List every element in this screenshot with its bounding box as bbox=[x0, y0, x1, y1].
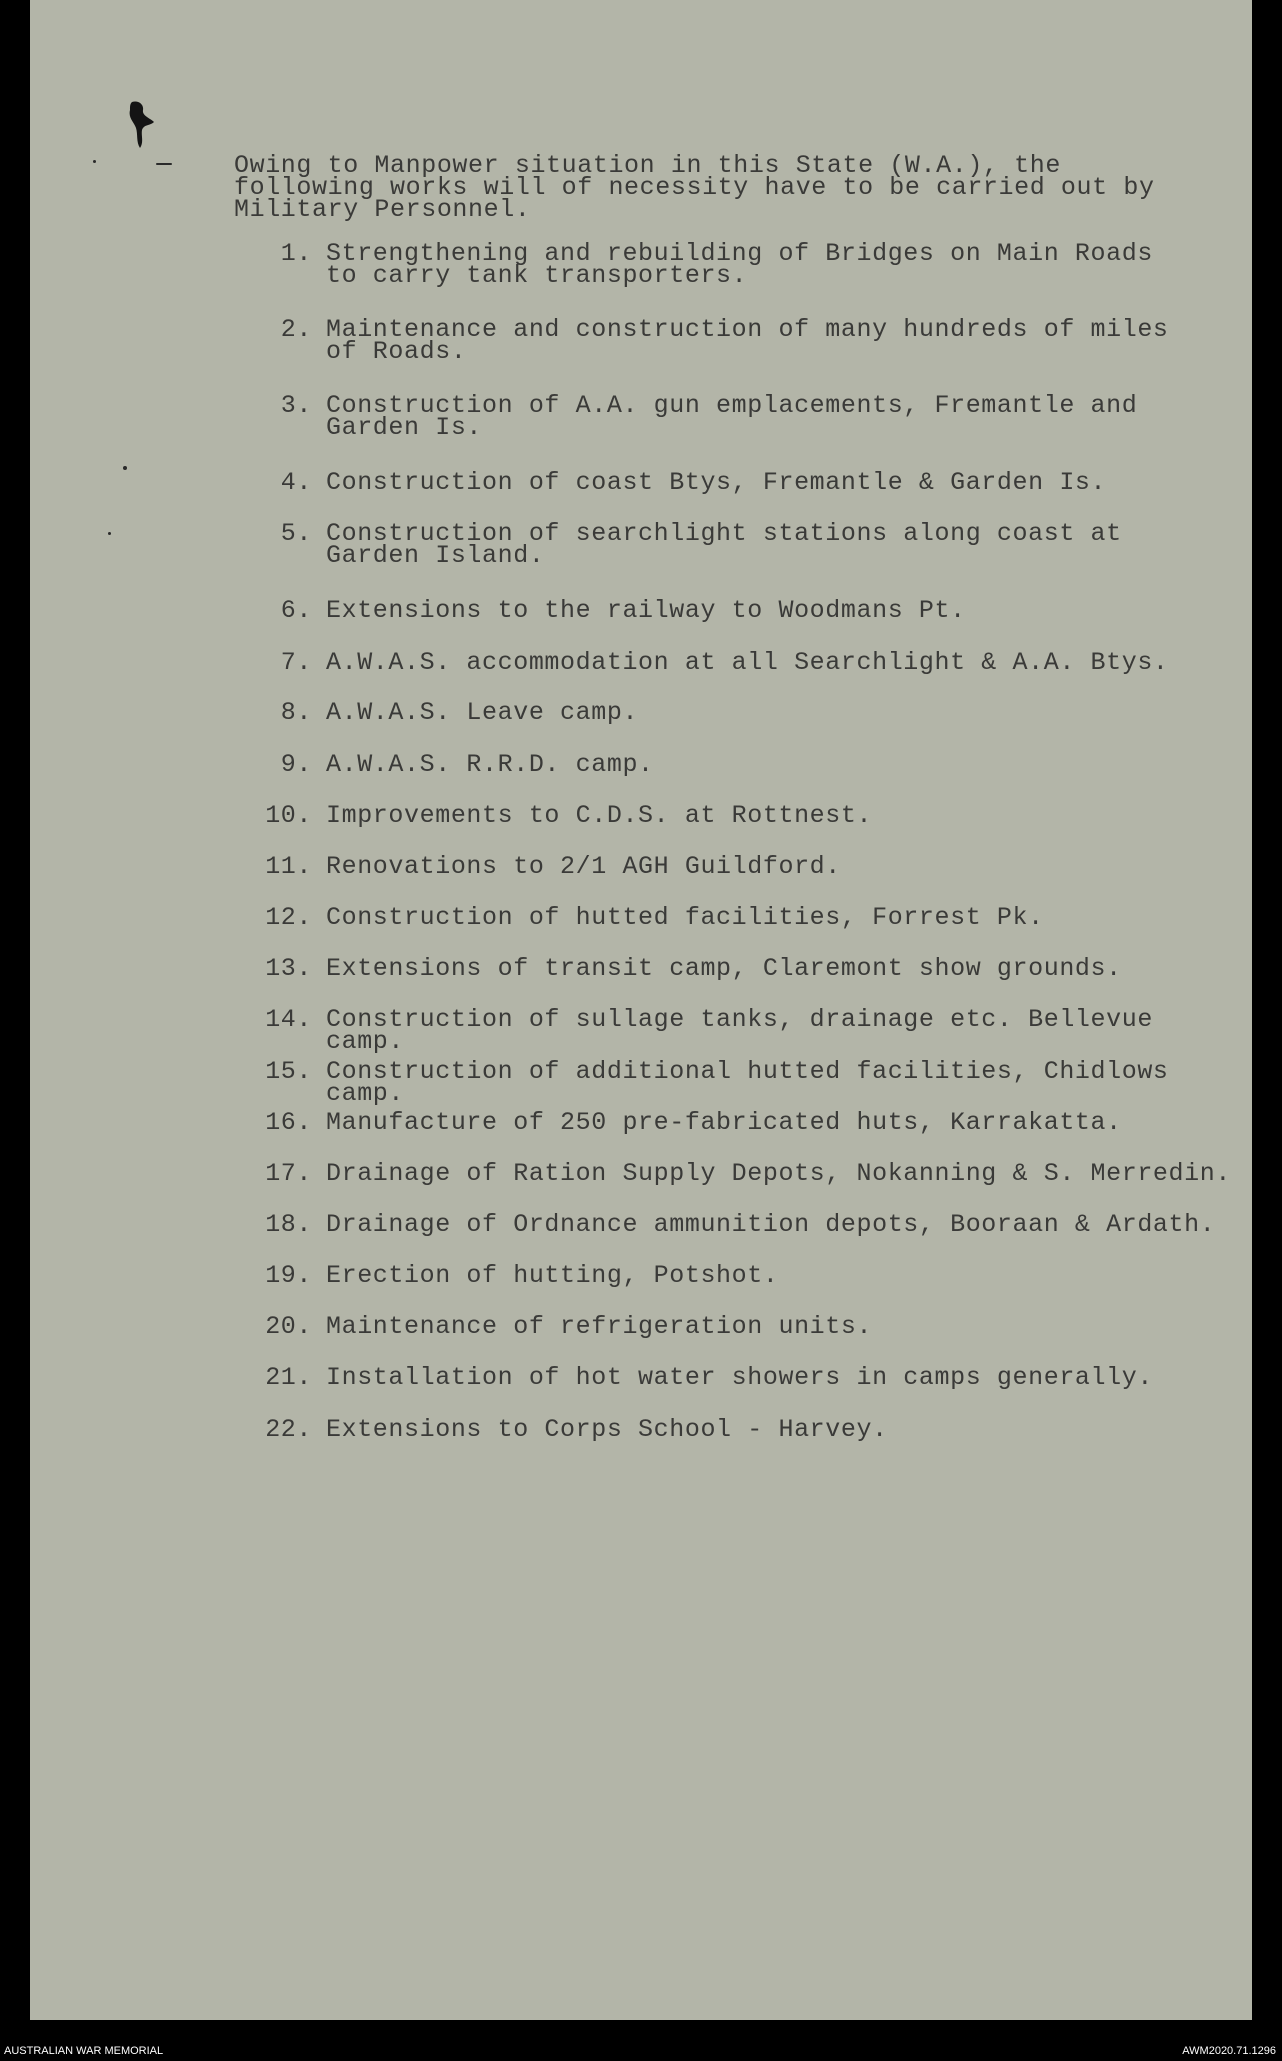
list-item-number: 15. bbox=[265, 1057, 312, 1086]
list-item-text: Improvements to C.D.S. at Rottnest. bbox=[326, 801, 873, 830]
mark-dot bbox=[123, 466, 127, 470]
list-item-text: A.W.A.S. R.R.D. camp. bbox=[326, 750, 654, 779]
mark-dot bbox=[108, 532, 111, 535]
list-item-number: 14. bbox=[265, 1005, 312, 1034]
list-item-text: A.W.A.S. accommodation at all Searchlight & A.A. Btys. bbox=[326, 648, 1169, 677]
list-item-number: 9. bbox=[280, 750, 312, 779]
list-item-number: 6. bbox=[280, 596, 312, 625]
list-item-text: Construction of searchlight stations along coast at Garden Island. bbox=[326, 519, 1122, 570]
mark-dash bbox=[156, 163, 172, 165]
list-item-number: 8. bbox=[280, 698, 312, 727]
list-item-number: 7. bbox=[280, 648, 312, 677]
list-item-number: 10. bbox=[265, 801, 312, 830]
list-item-text: A.W.A.S. Leave camp. bbox=[326, 698, 639, 727]
list-item-number: 13. bbox=[265, 954, 312, 983]
list-item-number: 21. bbox=[265, 1363, 312, 1392]
list-item-text: Installation of hot water showers in camps generally. bbox=[326, 1363, 1153, 1392]
list-item-number: 3. bbox=[280, 391, 312, 420]
list-item-number: 16. bbox=[265, 1108, 312, 1137]
mark-dot bbox=[93, 160, 96, 163]
list-item-text: Maintenance and construction of many hundreds of miles of Roads. bbox=[326, 315, 1169, 366]
list-item-number: 22. bbox=[265, 1415, 312, 1444]
footer-reference: AWM2020.71.1296 bbox=[1182, 2045, 1276, 2057]
list-item-text: Construction of A.A. gun emplacements, Fremantle and Garden Is. bbox=[326, 391, 1138, 442]
list-item-text: Extensions to the railway to Woodmans Pt. bbox=[326, 596, 966, 625]
list-item-number: 4. bbox=[280, 468, 312, 497]
list-item-text: Manufacture of 250 pre-fabricated huts, Karrakatta. bbox=[326, 1108, 1122, 1137]
intro-paragraph: Owing to Manpower situation in this State (W.A.), the following works will of necessity have to be carried out by Military Personnel. bbox=[234, 151, 1155, 224]
list-item-text: Construction of sullage tanks, drainage etc. Bellevue camp. bbox=[326, 1005, 1153, 1056]
list-item-number: 20. bbox=[265, 1312, 312, 1341]
list-item-text: Construction of additional hutted facilities, Chidlows camp. bbox=[326, 1057, 1169, 1108]
footer-institution: AUSTRALIAN WAR MEMORIAL bbox=[4, 2045, 164, 2057]
list-item-text: Construction of coast Btys, Fremantle & Garden Is. bbox=[326, 468, 1107, 497]
list-item-number: 5. bbox=[280, 519, 312, 548]
list-item-text: Extensions of transit camp, Claremont show grounds. bbox=[326, 954, 1122, 983]
list-item-text: Maintenance of refrigeration units. bbox=[326, 1312, 873, 1341]
list-item-number: 11. bbox=[265, 852, 312, 881]
list-item-text: Construction of hutted facilities, Forrest Pk. bbox=[326, 903, 1044, 932]
list-item-text: Extensions to Corps School - Harvey. bbox=[326, 1415, 888, 1444]
list-item-text: Drainage of Ration Supply Depots, Nokanning & S. Merredin. bbox=[326, 1159, 1231, 1188]
list-item-text: Drainage of Ordnance ammunition depots, Booraan & Ardath. bbox=[326, 1210, 1216, 1239]
list-item-text: Erection of hutting, Potshot. bbox=[326, 1261, 779, 1290]
list-item-text: Renovations to 2/1 AGH Guildford. bbox=[326, 852, 841, 881]
document-page bbox=[30, 0, 1252, 2020]
list-item-number: 12. bbox=[265, 903, 312, 932]
ink-mark-icon bbox=[124, 100, 160, 150]
list-item-number: 18. bbox=[265, 1210, 312, 1239]
list-item-number: 17. bbox=[265, 1159, 312, 1188]
list-item-number: 2. bbox=[280, 315, 312, 344]
list-item-text: Strengthening and rebuilding of Bridges on Main Roads to carry tank transporters. bbox=[326, 239, 1153, 290]
list-item-number: 19. bbox=[265, 1261, 312, 1290]
list-item-number: 1. bbox=[280, 239, 312, 268]
